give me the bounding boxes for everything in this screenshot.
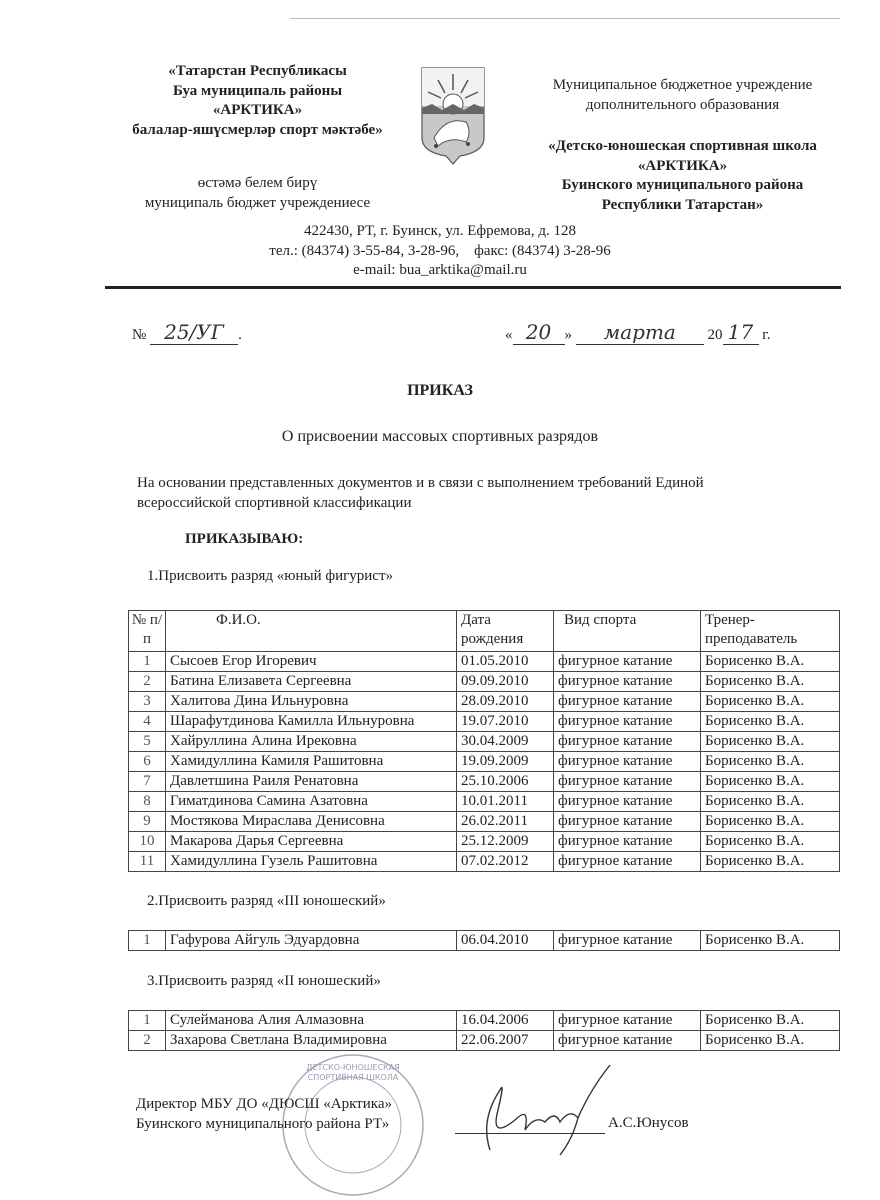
coach: Борисенко В.А. bbox=[701, 672, 840, 692]
table-row bbox=[129, 812, 840, 832]
sport: фигурное катание bbox=[554, 732, 701, 752]
header-right-line: Буинского муниципального района bbox=[561, 177, 804, 193]
sport: фигурное катание bbox=[554, 672, 701, 692]
birth-date: 25.12.2009 bbox=[457, 832, 554, 852]
table-row bbox=[129, 792, 840, 812]
table-row bbox=[129, 852, 840, 872]
coat-of-arms-icon bbox=[420, 66, 486, 166]
signer-name: А.С.Юнусов bbox=[608, 1115, 689, 1131]
coach: Борисенко В.А. bbox=[701, 692, 840, 712]
svg-text:ДЕТСКО-ЮНОШЕСКАЯ: ДЕТСКО-ЮНОШЕСКАЯ bbox=[306, 1063, 400, 1072]
header-left-line: муниципаль бюджет учреждениесе bbox=[144, 194, 371, 211]
sport: фигурное катание bbox=[554, 792, 701, 812]
header-left-line: өстәмә белем бирү bbox=[197, 175, 318, 191]
sport: фигурное катание bbox=[554, 712, 701, 732]
athlete-name: Хамидуллина Гузель Рашитовна bbox=[166, 852, 457, 872]
coach: Борисенко В.А. bbox=[701, 832, 840, 852]
athlete-name: Хамидуллина Камиля Рашитовна bbox=[166, 752, 457, 772]
athlete-name: Халитова Дина Ильнуровна bbox=[166, 692, 457, 712]
birth-date: 09.09.2010 bbox=[457, 672, 554, 692]
sport: фигурное катание bbox=[554, 1011, 701, 1031]
birth-date: 01.05.2010 bbox=[457, 652, 554, 672]
athletes-table-1 bbox=[128, 610, 840, 872]
birth-date: 26.02.2011 bbox=[457, 812, 554, 832]
email: e-mail: bua_arktika@mail.ru bbox=[353, 262, 527, 278]
header-right bbox=[520, 76, 845, 215]
header-right-line: «Детско-юношеская спортивная школа bbox=[548, 138, 817, 154]
coach: Борисенко В.А. bbox=[701, 1031, 840, 1051]
row-number: 2 bbox=[129, 1031, 166, 1051]
sport: фигурное катание bbox=[554, 692, 701, 712]
section-heading: 1.Присвоить разряд «юный фигурист» bbox=[147, 568, 394, 584]
order-date: « 20 » марта 20 17 г. bbox=[505, 320, 771, 344]
header-left-line: «Татарстан Республикасы bbox=[168, 63, 347, 79]
row-number: 7 bbox=[129, 772, 166, 792]
phone: тел.: (84374) 3-55-84, 3-28-96, факс: (84374) 3-28-96 bbox=[269, 242, 611, 259]
athletes-table-2 bbox=[128, 930, 840, 951]
sport: фигурное катание bbox=[554, 752, 701, 772]
number-value: 25/УГ bbox=[150, 320, 238, 345]
athlete-name: Макарова Дарья Сергеевна bbox=[166, 832, 457, 852]
birth-date: 10.01.2011 bbox=[457, 792, 554, 812]
athlete-name: Захарова Светлана Владимировна bbox=[166, 1031, 457, 1051]
sport: фигурное катание bbox=[554, 931, 701, 951]
row-number: 5 bbox=[129, 732, 166, 752]
coach: Борисенко В.А. bbox=[701, 931, 840, 951]
athlete-name: Гафурова Айгуль Эдуардовна bbox=[166, 931, 457, 951]
signature-block bbox=[136, 1095, 392, 1134]
header-right-line: «АРКТИКА» bbox=[637, 157, 728, 174]
signer-position: Директор МБУ ДО «ДЮСШ «Арктика» bbox=[136, 1096, 392, 1112]
sport: фигурное катание bbox=[554, 812, 701, 832]
row-number: 4 bbox=[129, 712, 166, 732]
birth-date: 19.07.2010 bbox=[457, 712, 554, 732]
row-number: 3 bbox=[129, 692, 166, 712]
col-header-sport: Вид спорта bbox=[554, 611, 701, 652]
coach: Борисенко В.А. bbox=[701, 732, 840, 752]
birth-date: 07.02.2012 bbox=[457, 852, 554, 872]
athlete-name: Батина Елизавета Сергеевна bbox=[166, 672, 457, 692]
row-number: 6 bbox=[129, 752, 166, 772]
section-heading: 2.Присвоить разряд «III юношеский» bbox=[147, 893, 386, 909]
athlete-name: Шарафутдинова Камилла Ильнуровна bbox=[166, 712, 457, 732]
table-row bbox=[129, 652, 840, 672]
birth-date: 30.04.2009 bbox=[457, 732, 554, 752]
date-month: марта bbox=[576, 320, 704, 345]
row-number: 1 bbox=[129, 652, 166, 672]
signer-position: Буинского муниципального района РТ» bbox=[136, 1115, 390, 1132]
basis-line: На основании представленных документов и в связи с выполнением требований Единой bbox=[137, 475, 704, 491]
coach: Борисенко В.А. bbox=[701, 812, 840, 832]
row-number: 1 bbox=[129, 931, 166, 951]
sport: фигурное катание bbox=[554, 1031, 701, 1051]
page-subtitle: О присвоении массовых спортивных разрядов bbox=[281, 428, 599, 445]
athlete-name: Давлетшина Раиля Ренатовна bbox=[166, 772, 457, 792]
athletes-table-3 bbox=[128, 1010, 840, 1051]
date-day: 20 bbox=[513, 320, 565, 345]
header-left-line: Буа муниципаль районы bbox=[172, 82, 343, 99]
coach: Борисенко В.А. bbox=[701, 712, 840, 732]
coach: Борисенко В.А. bbox=[701, 852, 840, 872]
page-title: ПРИКАЗ bbox=[407, 382, 473, 399]
order-number: № 25/УГ . bbox=[132, 320, 242, 344]
athlete-name: Сысоев Егор Игоревич bbox=[166, 652, 457, 672]
birth-date: 06.04.2010 bbox=[457, 931, 554, 951]
row-number: 8 bbox=[129, 792, 166, 812]
row-number: 11 bbox=[129, 852, 166, 872]
sport: фигурное катание bbox=[554, 652, 701, 672]
table-row bbox=[129, 752, 840, 772]
coach: Борисенко В.А. bbox=[701, 752, 840, 772]
sport: фигурное катание bbox=[554, 772, 701, 792]
header-right-line: Республики Татарстан» bbox=[601, 196, 764, 213]
table-row bbox=[129, 1031, 840, 1051]
table-row bbox=[129, 832, 840, 852]
table-row bbox=[129, 692, 840, 712]
number-label: № bbox=[132, 327, 147, 343]
col-header-birthdate: Дата рождения bbox=[457, 611, 554, 652]
date-year-unit: г. bbox=[762, 327, 771, 343]
header-divider bbox=[105, 286, 841, 289]
sport: фигурное катание bbox=[554, 832, 701, 852]
table-row bbox=[129, 712, 840, 732]
athlete-name: Сулейманова Алия Алмазовна bbox=[166, 1011, 457, 1031]
row-number: 1 bbox=[129, 1011, 166, 1031]
table-row bbox=[129, 732, 840, 752]
table-row bbox=[129, 1011, 840, 1031]
birth-date: 28.09.2010 bbox=[457, 692, 554, 712]
address: 422430, РТ, г. Буинск, ул. Ефремова, д. 128 bbox=[304, 223, 576, 239]
coach: Борисенко В.А. bbox=[701, 792, 840, 812]
order-word: ПРИКАЗЫВАЮ: bbox=[185, 531, 304, 547]
header-right-line: дополнительного образования bbox=[585, 96, 780, 113]
sport: фигурное катание bbox=[554, 852, 701, 872]
scan-edge-line bbox=[290, 18, 840, 19]
coach: Борисенко В.А. bbox=[701, 772, 840, 792]
col-header-coach: Тренер-преподаватель bbox=[701, 611, 840, 652]
section-heading: 3.Присвоить разряд «II юношеский» bbox=[147, 973, 381, 989]
handwritten-signature bbox=[460, 1060, 620, 1160]
birth-date: 16.04.2006 bbox=[457, 1011, 554, 1031]
coach: Борисенко В.А. bbox=[701, 1011, 840, 1031]
table-row bbox=[129, 931, 840, 951]
col-header-number: № п/п bbox=[129, 611, 166, 652]
basis-line: всероссийской спортивной классификации bbox=[137, 494, 412, 511]
row-number: 10 bbox=[129, 832, 166, 852]
basis-paragraph bbox=[137, 474, 704, 513]
header-left-line: «АРКТИКА» bbox=[212, 102, 303, 118]
row-number: 9 bbox=[129, 812, 166, 832]
header-left bbox=[100, 62, 415, 213]
header-right-line: Муниципальное бюджетное учреждение bbox=[552, 77, 813, 93]
date-year-prefix: 20 bbox=[707, 327, 723, 343]
coach: Борисенко В.А. bbox=[701, 652, 840, 672]
svg-text:СПОРТИВНАЯ ШКОЛА: СПОРТИВНАЯ ШКОЛА bbox=[307, 1073, 399, 1082]
birth-date: 19.09.2009 bbox=[457, 752, 554, 772]
table-header-row bbox=[129, 611, 840, 652]
athlete-name: Хайруллина Алина Ирековна bbox=[166, 732, 457, 752]
birth-date: 25.10.2006 bbox=[457, 772, 554, 792]
athlete-name: Мостякова Мираслава Денисовна bbox=[166, 812, 457, 832]
birth-date: 22.06.2007 bbox=[457, 1031, 554, 1051]
header-left-line: балалар-яшүсмерләр спорт мәктәбе» bbox=[132, 121, 383, 138]
row-number: 2 bbox=[129, 672, 166, 692]
athlete-name: Гиматдинова Самина Азатовна bbox=[166, 792, 457, 812]
contacts bbox=[140, 222, 740, 281]
table-row bbox=[129, 672, 840, 692]
date-year-suffix: 17 bbox=[723, 320, 759, 345]
col-header-name: Ф.И.О. bbox=[166, 611, 457, 652]
table-row bbox=[129, 772, 840, 792]
